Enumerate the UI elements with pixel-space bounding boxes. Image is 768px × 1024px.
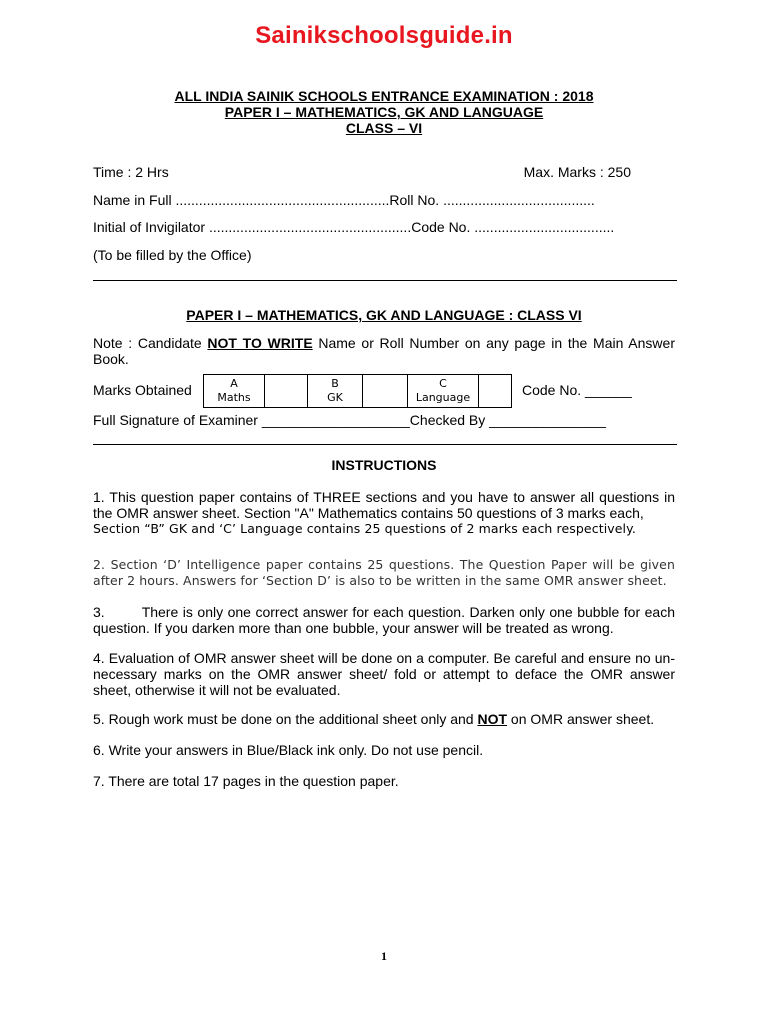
invigilator-code-field: Initial of Invigilator ....................................................Code No. .................................... [93,219,615,235]
marks-box-a [265,375,308,408]
marks-box-b [363,375,408,408]
marks-obtained-label: Marks Obtained [93,382,192,398]
instruction-1: 1. This question paper contains of THREE sections and you have to answer all questions in the OMR answer sheet. Section "A" Mathematics contains 50 questions of 3 marks each, Section “B” GK and ‘C’ Language contains 25 questions of 2 marks each respectively. [93,489,675,536]
marks-table [203,374,512,408]
time-label: Time : 2 Hrs [93,164,169,180]
max-marks-label: Max. Marks : 250 [523,164,631,180]
code-no-field: Code No. ______ [522,382,632,398]
instruction-5-emphasis: NOT [477,711,508,727]
name-roll-field: Name in Full .......................................................Roll No. ....................................... [93,192,595,208]
instruction-5: 5. Rough work must be done on the additional sheet only and NOT on OMR answer sheet. [93,711,655,727]
office-note: (To be filled by the Office) [93,247,252,263]
instruction-2: 2. Section ‘D’ Intelligence paper contains 25 questions. The Question Paper will be given after 2 hours. Answers for ‘Section D’ is also to be written in the same OMR answer sheet. [93,557,675,588]
marks-col-a: A Maths [204,375,265,408]
section-title: PAPER I – MATHEMATICS, GK AND LANGUAGE : CLASS VI [186,307,582,323]
time-marks-row [93,164,677,180]
instruction-7: 7. There are total 17 pages in the question paper. [93,773,399,789]
divider [93,280,677,281]
marks-box-c [479,375,512,408]
signature-line: Full Signature of Examiner ___________________Checked By _______________ [93,412,606,428]
note-emphasis: NOT TO WRITE [207,335,313,351]
instructions-title: INSTRUCTIONS [331,457,437,473]
paper-title: PAPER I – MATHEMATICS, GK AND LANGUAGE [224,104,544,120]
instruction-6: 6. Write your answers in Blue/Black ink only. Do not use pencil. [93,742,484,758]
candidate-note: Note : Candidate NOT TO WRITE Name or Roll Number on any page in the Main Answer Book. [93,335,675,367]
site-title: Sainikschoolsguide.in [255,22,513,49]
exam-title: ALL INDIA SAINIK SCHOOLS ENTRANCE EXAMINATION : 2018 [174,88,594,104]
marks-col-b: B GK [308,375,363,408]
marks-col-c: C Language [408,375,479,408]
class-title: CLASS – VI [345,120,423,136]
page-number: 1 [381,949,387,963]
divider [93,444,677,445]
instruction-3: 3. There is only one correct answer for each question. Darken only one bubble for each question. If you darken more than one bubble, your answer will be treated as wrong. [93,604,675,636]
instruction-4: 4. Evaluation of OMR answer sheet will be done on a computer. Be careful and ensure no un-necessary marks on the OMR answer sheet/ fold or attempt to deface the OMR answer sheet, otherwise it will not be evaluated. [93,650,675,698]
